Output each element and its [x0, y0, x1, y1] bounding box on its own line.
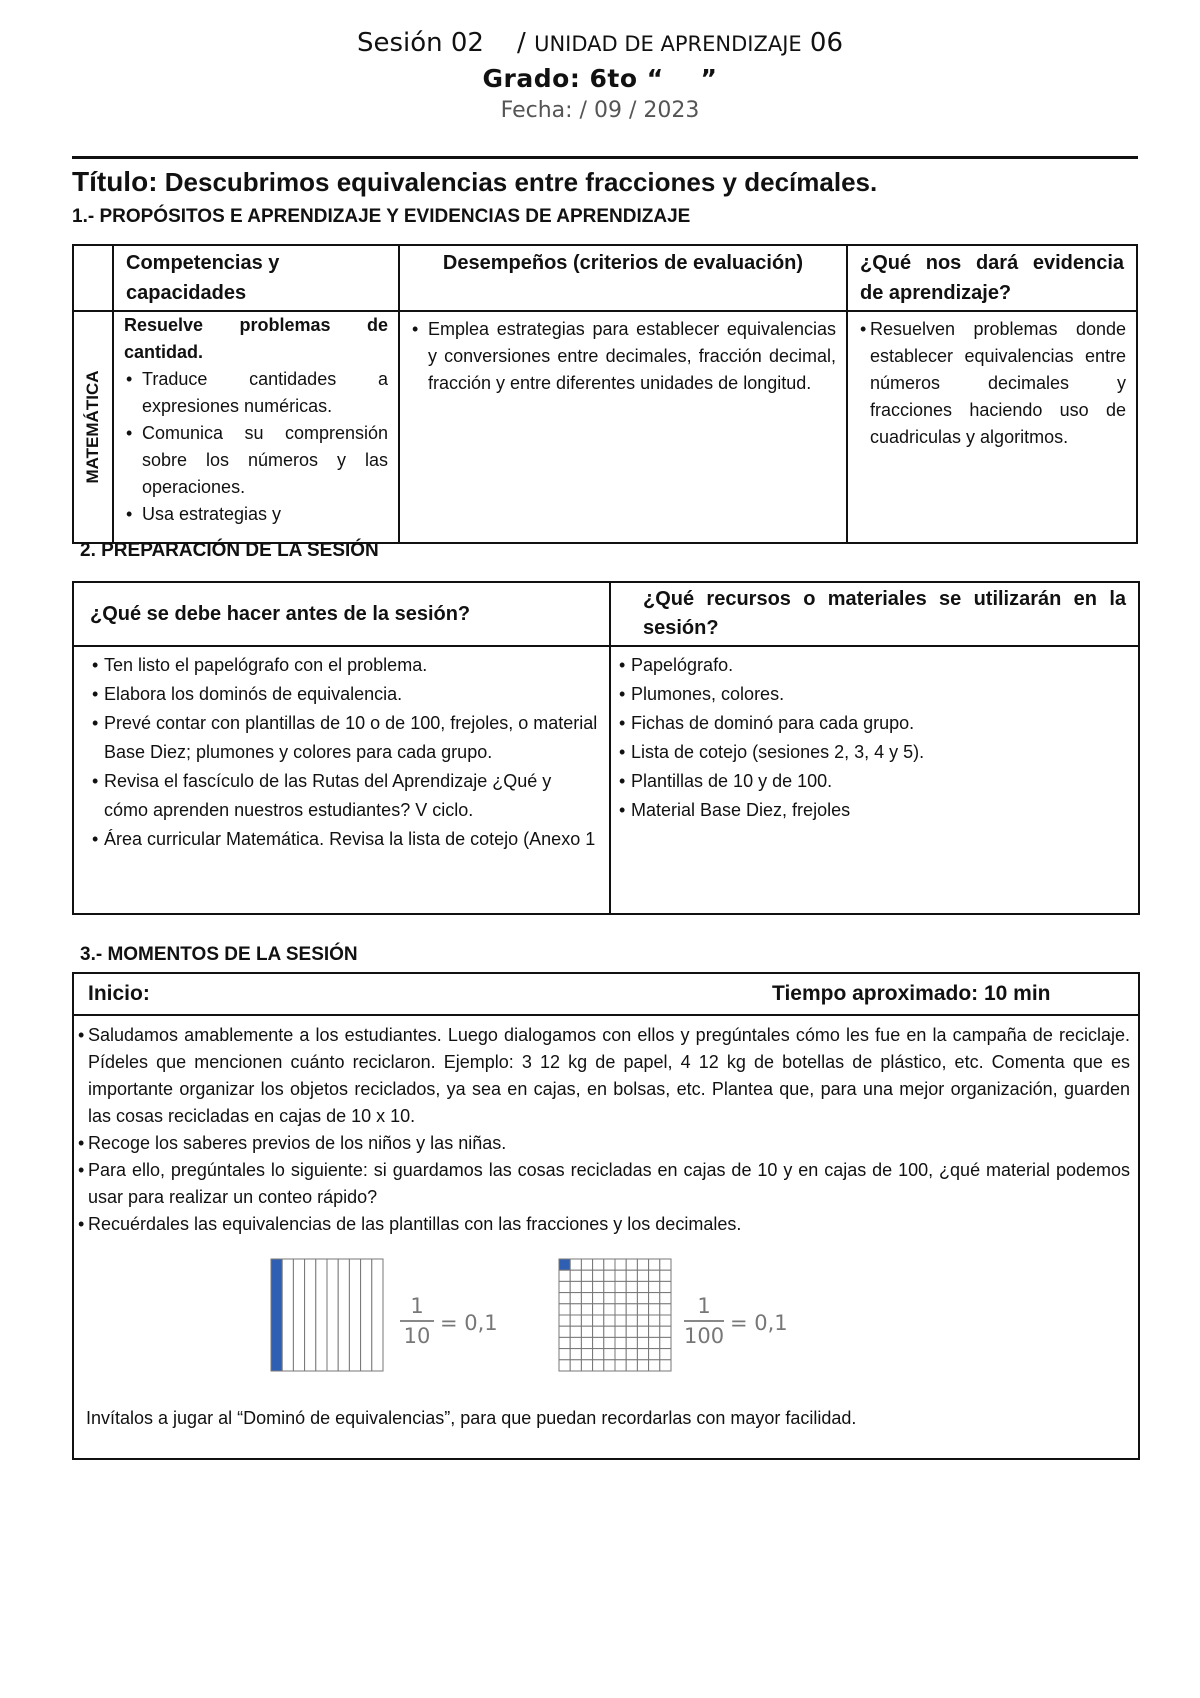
- slash: /: [517, 28, 526, 58]
- grid-cell: [637, 1293, 648, 1304]
- grid-cell: [637, 1259, 648, 1270]
- fraction-one-tenth: [400, 1294, 434, 1348]
- grid-cell: [570, 1326, 581, 1337]
- unit-label: UNIDAD DE APRENDIZAJE: [534, 32, 802, 56]
- grid-cell: [581, 1349, 592, 1360]
- grid-cell: [604, 1270, 615, 1281]
- grid-cell: [570, 1293, 581, 1304]
- grid-cell: [649, 1315, 660, 1326]
- grid-cell: [637, 1281, 648, 1292]
- session-heading: [0, 28, 1200, 58]
- list-item: • Área curricular Matemática. Revisa la lista de cotejo (Anexo 1: [90, 825, 599, 854]
- grid-cell: [649, 1281, 660, 1292]
- grid-cell: [649, 1360, 660, 1371]
- capacidades-list: [124, 366, 388, 528]
- tenth-column: [305, 1259, 316, 1371]
- grid-cell: [581, 1281, 592, 1292]
- col-materials-header: ¿Qué recursos o materiales se utilizarán en la sesión?: [610, 582, 1139, 646]
- grid-cell: [626, 1259, 637, 1270]
- grid-cell: [615, 1293, 626, 1304]
- grid-cell: [593, 1281, 604, 1292]
- list-item: • Para ello, pregúntales lo siguiente: si guardamos las cosas recicladas en cajas de 10 y en cajas de 100, ¿qué material podemos usar para realizar un conteo rápido?: [78, 1157, 1130, 1211]
- list-item: • Ten listo el papelógrafo con el problema.: [90, 651, 599, 680]
- fraction1-numerator: 1: [410, 1294, 424, 1318]
- grid-cell: [660, 1349, 671, 1360]
- title-label: Título:: [72, 166, 158, 197]
- grid-cell: [593, 1304, 604, 1315]
- col-desempenos-header: Desempeños (criterios de evaluación): [399, 245, 847, 311]
- grid-cell: [570, 1315, 581, 1326]
- section2-heading: 2. PREPARACIÓN DE LA SESIÓN: [80, 540, 379, 561]
- grid-cell: [626, 1360, 637, 1371]
- grid-cell: [649, 1337, 660, 1348]
- grid-cell: [660, 1281, 671, 1292]
- phase-label: Inicio:: [88, 982, 150, 1005]
- grid-cell: [615, 1337, 626, 1348]
- phase-header: [74, 974, 1138, 1016]
- tenth-column: [316, 1259, 327, 1371]
- purposes-table: [72, 244, 1138, 544]
- grid-cell: [593, 1337, 604, 1348]
- grid-cell: [637, 1326, 648, 1337]
- desempeno-text: • Emplea estrategias para establecer equivalencias y conversiones entre decimales, fracción decimal, fracción y entre diferentes unidades de longitud.: [410, 316, 836, 397]
- grid-cell: [570, 1349, 581, 1360]
- grid-cell: [649, 1326, 660, 1337]
- grade-line: [0, 64, 1200, 93]
- grid-cell: [593, 1360, 604, 1371]
- grid-cell: [615, 1326, 626, 1337]
- grade-close: ”: [700, 64, 718, 93]
- evidencia-text: • Resuelven problemas donde establecer equivalencias entre números decimales y fracciones haciendo uso de cuadriculas y algoritmos.: [858, 316, 1126, 451]
- fraction2-numerator: 1: [697, 1294, 711, 1318]
- grid-cell: [660, 1270, 671, 1281]
- shaded-tenth: [271, 1259, 282, 1371]
- col-before-header: ¿Qué se debe hacer antes de la sesión?: [73, 582, 610, 646]
- col-evidencia-header: ¿Qué nos dará evidencia de aprendizaje?: [847, 245, 1137, 311]
- grid-cell: [649, 1259, 660, 1270]
- fraction1-equals: = 0,1: [440, 1311, 498, 1335]
- grid-cell: [570, 1270, 581, 1281]
- grid-cell: [559, 1326, 570, 1337]
- list-item: • Usa estrategias y: [124, 501, 388, 528]
- title-text: Descubrimos equivalencias entre fracciones y decímales.: [164, 167, 878, 197]
- list-item: • Traduce cantidades a expresiones numéricas.: [124, 366, 388, 420]
- grid-cell: [604, 1315, 615, 1326]
- grid-cell: [570, 1281, 581, 1292]
- tenth-column: [372, 1259, 383, 1371]
- grid-cell: [604, 1326, 615, 1337]
- corner-cell: [73, 245, 113, 311]
- grid-cell: [581, 1315, 592, 1326]
- list-item: • Plantillas de 10 y de 100.: [617, 767, 1128, 796]
- page-title: [72, 166, 877, 198]
- grid-cell: [593, 1326, 604, 1337]
- grid-cell: [593, 1259, 604, 1270]
- section1-heading: 1.- PROPÓSITOS E APRENDIZAJE Y EVIDENCIAS DE APRENDIZAJE: [72, 206, 691, 227]
- grid-cell: [559, 1281, 570, 1292]
- grid-cell: [660, 1337, 671, 1348]
- hundredths-grid-figure: [558, 1258, 672, 1372]
- grid-cell: [604, 1304, 615, 1315]
- grid-cell: [581, 1326, 592, 1337]
- grid-cell: [581, 1360, 592, 1371]
- date-line: Fecha: / 09 / 2023: [500, 98, 700, 123]
- preparation-table: [72, 581, 1140, 915]
- area-cell: [73, 311, 113, 543]
- list-item: • Lista de cotejo (sesiones 2, 3, 4 y 5).: [617, 738, 1128, 767]
- grid-cell: [559, 1349, 570, 1360]
- tenth-column: [338, 1259, 349, 1371]
- grid-cell: [660, 1360, 671, 1371]
- section3-heading: 3.- MOMENTOS DE LA SESIÓN: [80, 944, 358, 965]
- list-item: • Recuérdales las equivalencias de las plantillas con las fracciones y los decimales.: [78, 1211, 1130, 1238]
- list-item: • Prevé contar con plantillas de 10 o de 100, frejoles, o material Base Diez; plumones y colores para cada grupo.: [90, 709, 599, 767]
- desempeno-cell: [399, 311, 847, 543]
- grid-cell: [626, 1349, 637, 1360]
- grid-cell: [593, 1270, 604, 1281]
- grid-cell: [626, 1326, 637, 1337]
- grid-cell: [626, 1304, 637, 1315]
- phase-time: Tiempo aproximado: 10 min: [772, 982, 1051, 1005]
- before-list: [90, 651, 599, 854]
- grid-cell: [615, 1259, 626, 1270]
- grid-cell: [559, 1315, 570, 1326]
- grid-cell: [626, 1270, 637, 1281]
- grid-cell: [660, 1259, 671, 1270]
- grid-cell: [649, 1270, 660, 1281]
- grade-label: Grado: 6to “: [482, 64, 664, 93]
- grid-cell: [570, 1259, 581, 1270]
- grid-cell: [604, 1349, 615, 1360]
- list-item: • Plumones, colores.: [617, 680, 1128, 709]
- grid-cell: [615, 1360, 626, 1371]
- grid-cell: [559, 1270, 570, 1281]
- tenth-column: [327, 1259, 338, 1371]
- grid-cell: [660, 1304, 671, 1315]
- grid-cell: [637, 1315, 648, 1326]
- grid-cell: [637, 1349, 648, 1360]
- session-label: Sesión 02: [356, 28, 484, 58]
- grid-cell: [649, 1349, 660, 1360]
- grid-cell: [604, 1360, 615, 1371]
- grid-cell: [581, 1259, 592, 1270]
- grid-cell: [604, 1259, 615, 1270]
- moments-box: [72, 972, 1140, 1460]
- grid-cell: [637, 1304, 648, 1315]
- fraction2-denominator: 100: [684, 1324, 725, 1348]
- grid-cell: [570, 1337, 581, 1348]
- grid-cell: [604, 1337, 615, 1348]
- grid-cell: [559, 1293, 570, 1304]
- fraction-one-hundredth: [684, 1294, 724, 1348]
- grid-cell: [637, 1360, 648, 1371]
- grid-cell: [626, 1293, 637, 1304]
- tenths-strip-figure: [270, 1258, 384, 1372]
- grid-cell: [604, 1281, 615, 1292]
- shaded-hundredth: [559, 1259, 570, 1270]
- grid-cell: [581, 1293, 592, 1304]
- grid-cell: [626, 1337, 637, 1348]
- grid-cell: [637, 1337, 648, 1348]
- grid-cell: [615, 1349, 626, 1360]
- competencia-text: Resuelve problemas de cantidad.: [124, 315, 388, 362]
- grid-cell: [626, 1315, 637, 1326]
- evidencia-cell: [847, 311, 1137, 543]
- grid-cell: [649, 1293, 660, 1304]
- grid-cell: [559, 1360, 570, 1371]
- grid-cell: [559, 1304, 570, 1315]
- list-item: • Elabora los dominós de equivalencia.: [90, 680, 599, 709]
- phase-content: [74, 1016, 1138, 1238]
- list-item: • Comunica su comprensión sobre los números y las operaciones.: [124, 420, 388, 501]
- list-item: • Saludamos amablemente a los estudiantes. Luego dialogamos con ellos y pregúntales cómo les fue en la campaña de reciclaje. Pídeles que mencionen cuánto reciclaron. Ejemplo: 3 12 kg de papel, 4 12 kg de botellas de plástico, etc. Comenta que es importante organizar los objetos reciclados, ya sea en cajas, en bolsas, etc. Plantea que, para una mejor organización, guarden las cosas recicladas en cajas de 10 x 10.: [78, 1022, 1130, 1130]
- grid-cell: [593, 1293, 604, 1304]
- fraction1-bar: [400, 1320, 434, 1322]
- grid-cell: [581, 1304, 592, 1315]
- grid-cell: [593, 1315, 604, 1326]
- col-competencias-header: Competencias y capacidades: [113, 245, 399, 311]
- list-item: • Material Base Diez, frejoles: [617, 796, 1128, 825]
- divider-rule: [72, 156, 1138, 159]
- unit-number: 06: [809, 28, 844, 58]
- grid-cell: [615, 1315, 626, 1326]
- fraction1-denominator: 10: [403, 1324, 431, 1348]
- before-cell: [73, 646, 610, 914]
- grid-cell: [570, 1304, 581, 1315]
- tenth-column: [293, 1259, 304, 1371]
- grid-cell: [581, 1337, 592, 1348]
- area-label: MATEMÁTICA: [83, 370, 102, 484]
- tenth-column: [361, 1259, 372, 1371]
- grid-cell: [581, 1270, 592, 1281]
- grid-cell: [615, 1304, 626, 1315]
- tenth-column: [349, 1259, 360, 1371]
- grid-cell: [637, 1270, 648, 1281]
- grid-cell: [570, 1360, 581, 1371]
- grid-cell: [649, 1304, 660, 1315]
- moments-list: [78, 1022, 1130, 1238]
- list-item: • Papelógrafo.: [617, 651, 1128, 680]
- materials-cell: [610, 646, 1139, 914]
- fraction2-equals: = 0,1: [730, 1311, 788, 1335]
- grid-cell: [615, 1270, 626, 1281]
- materials-list: [617, 651, 1128, 825]
- competencias-cell: [113, 311, 399, 543]
- tenth-column: [282, 1259, 293, 1371]
- list-item: • Fichas de dominó para cada grupo.: [617, 709, 1128, 738]
- grid-cell: [660, 1315, 671, 1326]
- list-item: • Recoge los saberes previos de los niños y las niñas.: [78, 1130, 1130, 1157]
- grid-cell: [615, 1281, 626, 1292]
- invite-text: Invítalos a jugar al “Dominó de equivalencias”, para que puedan recordarlas con mayor facilidad.: [86, 1408, 857, 1428]
- grid-cell: [559, 1337, 570, 1348]
- grid-cell: [604, 1293, 615, 1304]
- grid-cell: [660, 1293, 671, 1304]
- list-item: • Revisa el fascículo de las Rutas del Aprendizaje ¿Qué y cómo aprenden nuestros estudiantes? V ciclo.: [90, 767, 599, 825]
- grid-cell: [593, 1349, 604, 1360]
- fraction2-bar: [684, 1320, 724, 1322]
- grid-cell: [660, 1326, 671, 1337]
- grid-cell: [626, 1281, 637, 1292]
